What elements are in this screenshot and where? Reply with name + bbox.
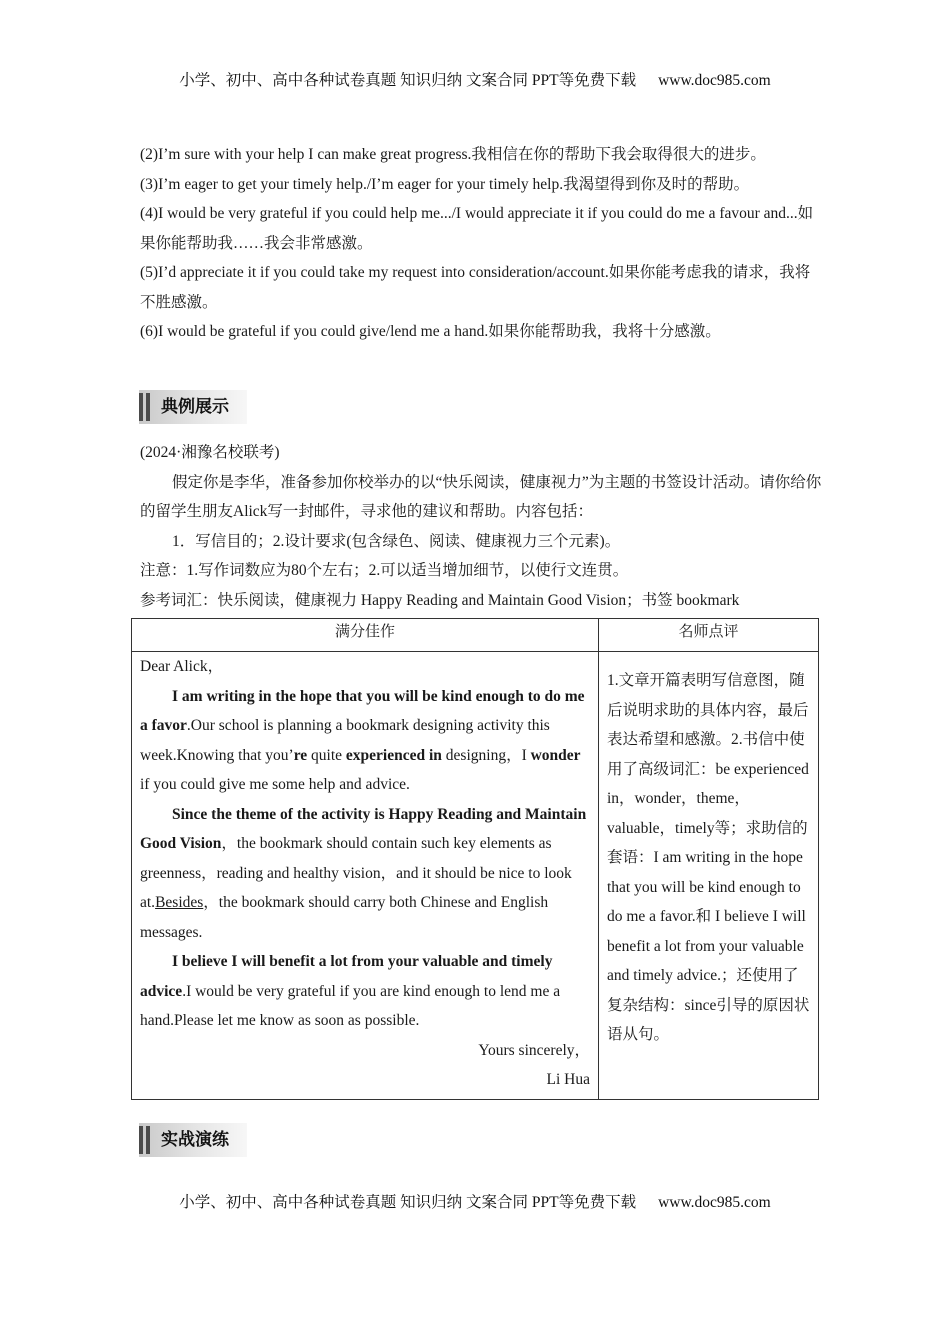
expression-list xyxy=(140,140,820,347)
page-header xyxy=(0,68,950,90)
model-essay xyxy=(132,652,599,1100)
letter-paragraph-3: I believe I will benefit a lot from your valuable and timely advice.I would be very grateful if you are kind enough to lend me a hand.Please let me know as soon as possible. xyxy=(140,953,561,1029)
section-heading-examples: 典例展示 xyxy=(139,390,247,424)
task-vocab: 参考词汇：快乐阅读，健康视力 Happy Reading and Maintain Good Vision；书签 bookmark xyxy=(140,591,740,609)
expression-item: (4)I would be very grateful if you could help me.../I would appreciate it if you could do me a favour and...如果你能帮助我……我会非常感激。 xyxy=(140,205,814,252)
model-essay-table xyxy=(131,618,819,1100)
letter-greeting: Dear Alick， xyxy=(140,658,224,675)
task-source: (2024·湘豫名校联考) xyxy=(140,444,280,461)
footer-site-link[interactable]: www.doc985.com xyxy=(658,1194,771,1211)
column-header-comment: 名师点评 xyxy=(599,619,819,652)
expression-item: (2)I’m sure with your help I can make great progress.我相信在你的帮助下我会取得很大的进步。 xyxy=(140,146,766,163)
letter-paragraph-1: I am writing in the hope that you will be kind enough to do me a favor.Our school is planning a bookmark designing activity this week.Knowing that you’re quite experienced in designing，I wonder if you could give me some help and advice. xyxy=(140,687,585,793)
footer-text: 小学、初中、高中各种试卷真题 知识归纳 文案合同 PPT等免费下载 xyxy=(179,1194,637,1211)
writing-task xyxy=(140,438,825,615)
expression-item: (5)I’d appreciate it if you could take my request into consideration/account.如果你能考虑我的请求，我将不胜感激。 xyxy=(140,264,811,311)
teacher-comment: 1.文章开篇表明写信意图，随后说明求助的具体内容，最后表达希望和感激。2.书信中使用了高级词汇：be experienced in，wonder，theme，valuable，timely等；求助信的套语：I am writing in the hope that you will be kind enough to do me a favor.和 I believe I will benefit a lot from your valuable and timely advice.；还使用了复杂结构：since引导的原因状语从句。 xyxy=(599,652,819,1100)
header-text: 小学、初中、高中各种试卷真题 知识归纳 文案合同 PPT等免费下载 xyxy=(179,72,637,89)
letter-paragraph-2: Since the theme of the activity is Happy Reading and Maintain Good Vision，the bookmark should contain such key elements as greenness，reading and healthy vision，and it should be nice to look at.Besides，the bookmark should carry both Chinese and English messages. xyxy=(140,805,587,941)
letter-closing: Yours sincerely， xyxy=(478,1041,590,1059)
column-header-essay: 满分佳作 xyxy=(132,619,599,652)
page-footer xyxy=(0,1190,950,1212)
task-note: 注意：1.写作词数应为80个左右；2.可以适当增加细节，以使行文连贯。 xyxy=(140,562,629,579)
section-heading-practice: 实战演练 xyxy=(139,1123,247,1157)
expression-item: (3)I’m eager to get your timely help./I’m eager for your timely help.我渴望得到你及时的帮助。 xyxy=(140,175,750,193)
task-points: 1．写信目的；2.设计要求(包含绿色、阅读、健康视力三个元素)。 xyxy=(172,532,621,550)
expression-item: (6)I would be grateful if you could give/lend me a hand.如果你能帮助我，我将十分感激。 xyxy=(140,323,721,340)
task-prompt: 假定你是李华，准备参加你校举办的以“快乐阅读，健康视力”为主题的书签设计活动。请你给你的留学生朋友Alick写一封邮件，寻求他的建议和帮助。内容包括： xyxy=(140,473,822,520)
header-site-link[interactable]: www.doc985.com xyxy=(658,72,771,89)
letter-signature: Li Hua xyxy=(546,1071,590,1088)
